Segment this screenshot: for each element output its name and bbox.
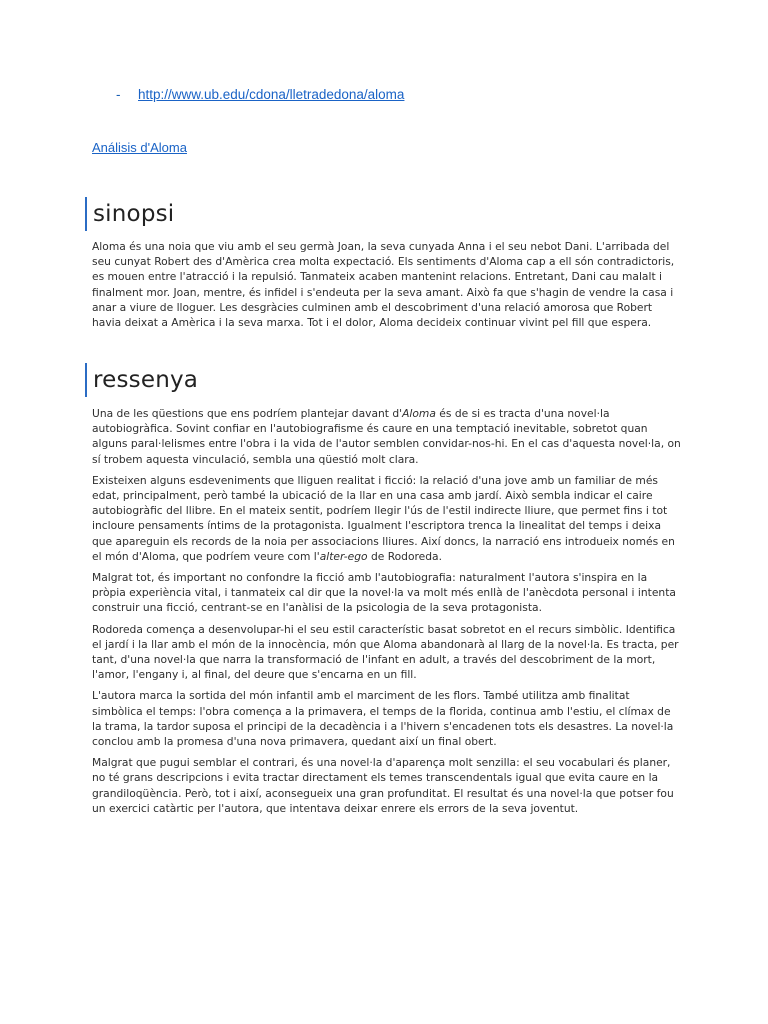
p2-text-b: de Rodoreda. xyxy=(367,549,442,563)
heading-accent-bar xyxy=(85,197,87,231)
ressenya-paragraph-1 xyxy=(92,406,682,467)
p1-title-aloma: Aloma xyxy=(402,407,436,420)
ressenya-heading xyxy=(85,362,198,398)
p1-text-b: és de si es tracta d'una novel·la autobiogràfica. Sovint confiar en l'autobiografisme és caure en una temptació inevitable, sobretot quan alguns paral·lelismes entre l'obra i la vida de l'autor semblen convidar-nos-hi. En el cas d'aquesta novel·la, on sí trobem aquesta vinculació, sembla una qüestió molt clara. xyxy=(92,407,681,466)
sinopsi-title: sinopsi xyxy=(93,201,175,227)
sinopsi-paragraph: Aloma és una noia que viu amb el seu germà Joan, la seva cunyada Anna i el seu nebot Dani. L'arribada del seu cunyat Robert des d'Amèrica crea molta expectació. Els sentiments d'Aloma cap a ell són contradictoris, es mouen entre l'atracció i la repulsió. Tanmateix acaben mantenint relacions. Entretant, Dani cau malalt i finalment mor. Joan, mentre, és infidel i s'endeuta per la seva amant. Això fa que s'hagin de vendre la casa i anar a viure de lloguer. Les desgràcies culminen amb el descobriment d'una relació amorosa que Robert havia deixat a Amèrica i la seva marxa. Tot i el dolor, Aloma decideix continuar vivint pel fill que espera. xyxy=(92,240,675,330)
ressenya-title: ressenya xyxy=(93,367,199,393)
analysis-link[interactable]: Análisis d'Aloma xyxy=(92,140,187,155)
p2-alter-ego: alter-ego xyxy=(319,549,368,563)
reference-url-link[interactable]: http://www.ub.edu/cdona/lletradedona/aloma xyxy=(138,87,405,102)
list-bullet: - xyxy=(116,87,121,102)
heading-accent-bar xyxy=(85,363,87,397)
reference-link-row xyxy=(116,86,404,104)
p2-text-a: Existeixen alguns esdeveniments que lliguen realitat i ficció: la relació d'una jove amb un familiar de més edat, principalment, però també la ubicació de la llar en una casa amb jardí. Això sembla indicar el caire autobiogràfic del llibre. En el mateix sentit, podríem llegir l'ús de l'estil indirecte lliure, que permet fins i tot incloure pensaments íntims de la protagonista. Igualment l'escriptora trenca la linealitat del temps i deixa que apareguin els records de la noia per associacions lliures. Així doncs, la narració ens introdueix només en el món d'Aloma, que podríem veure com l' xyxy=(92,473,675,563)
sinopsi-body xyxy=(92,239,682,336)
ressenya-body xyxy=(92,406,682,822)
sinopsi-heading xyxy=(85,196,174,232)
ressenya-paragraph-4: Rodoreda comença a desenvolupar-hi el seu estil característic basat sobretot en el recurs simbòlic. Identifica el jardí i la llar amb el món de la innocència, món que Aloma abandonarà al llarg de la novel·la. Es tracta, per tant, d'una novel·la que narra la transformació de l'infant en adult, a través del descobriment de la mort, l'amor, l'engany i, al final, del deure que s'encarna en un fill. xyxy=(92,622,679,682)
p1-text-a: Una de les qüestions que ens podríem plantejar davant d' xyxy=(92,407,403,420)
ressenya-paragraph-2 xyxy=(92,473,682,564)
ressenya-paragraph-3: Malgrat tot, és important no confondre la ficció amb l'autobiografia: naturalment l'autora s'inspira en la pròpia experiència vital, i tanmateix cal dir que la novel·la va molt més enllà de l'anècdota personal i intenta construir una ficció, centrant-se en l'anàlisi de la psicologia de la seva protagonista. xyxy=(92,571,676,615)
ressenya-paragraph-6: Malgrat que pugui semblar el contrari, és una novel·la d'aparença molt senzilla: el seu vocabulari és planer, no té grans descripcions i evita tractar directament els temes transcendentals igual que evita caure en la grandiloqüència. Però, tot i així, aconsegueix una gran profunditat. El resultat és una novel·la que potser fou un exercici catàrtic per l'autora, que intentava deixar enrere els errors de la seva joventut. xyxy=(92,756,674,815)
ressenya-paragraph-5: L'autora marca la sortida del món infantil amb el marciment de les flors. També utilitza amb finalitat simbòlica el temps: l'obra comença a la primavera, el temps de la florida, continua amb l'estiu, el clímax de la trama, la tardor suposa el principi de la decadència i a l'hivern s'encadenen tots els desastres. La novel·la conclou amb la promesa d'una nova primavera, quedant així un final obert. xyxy=(92,689,674,749)
